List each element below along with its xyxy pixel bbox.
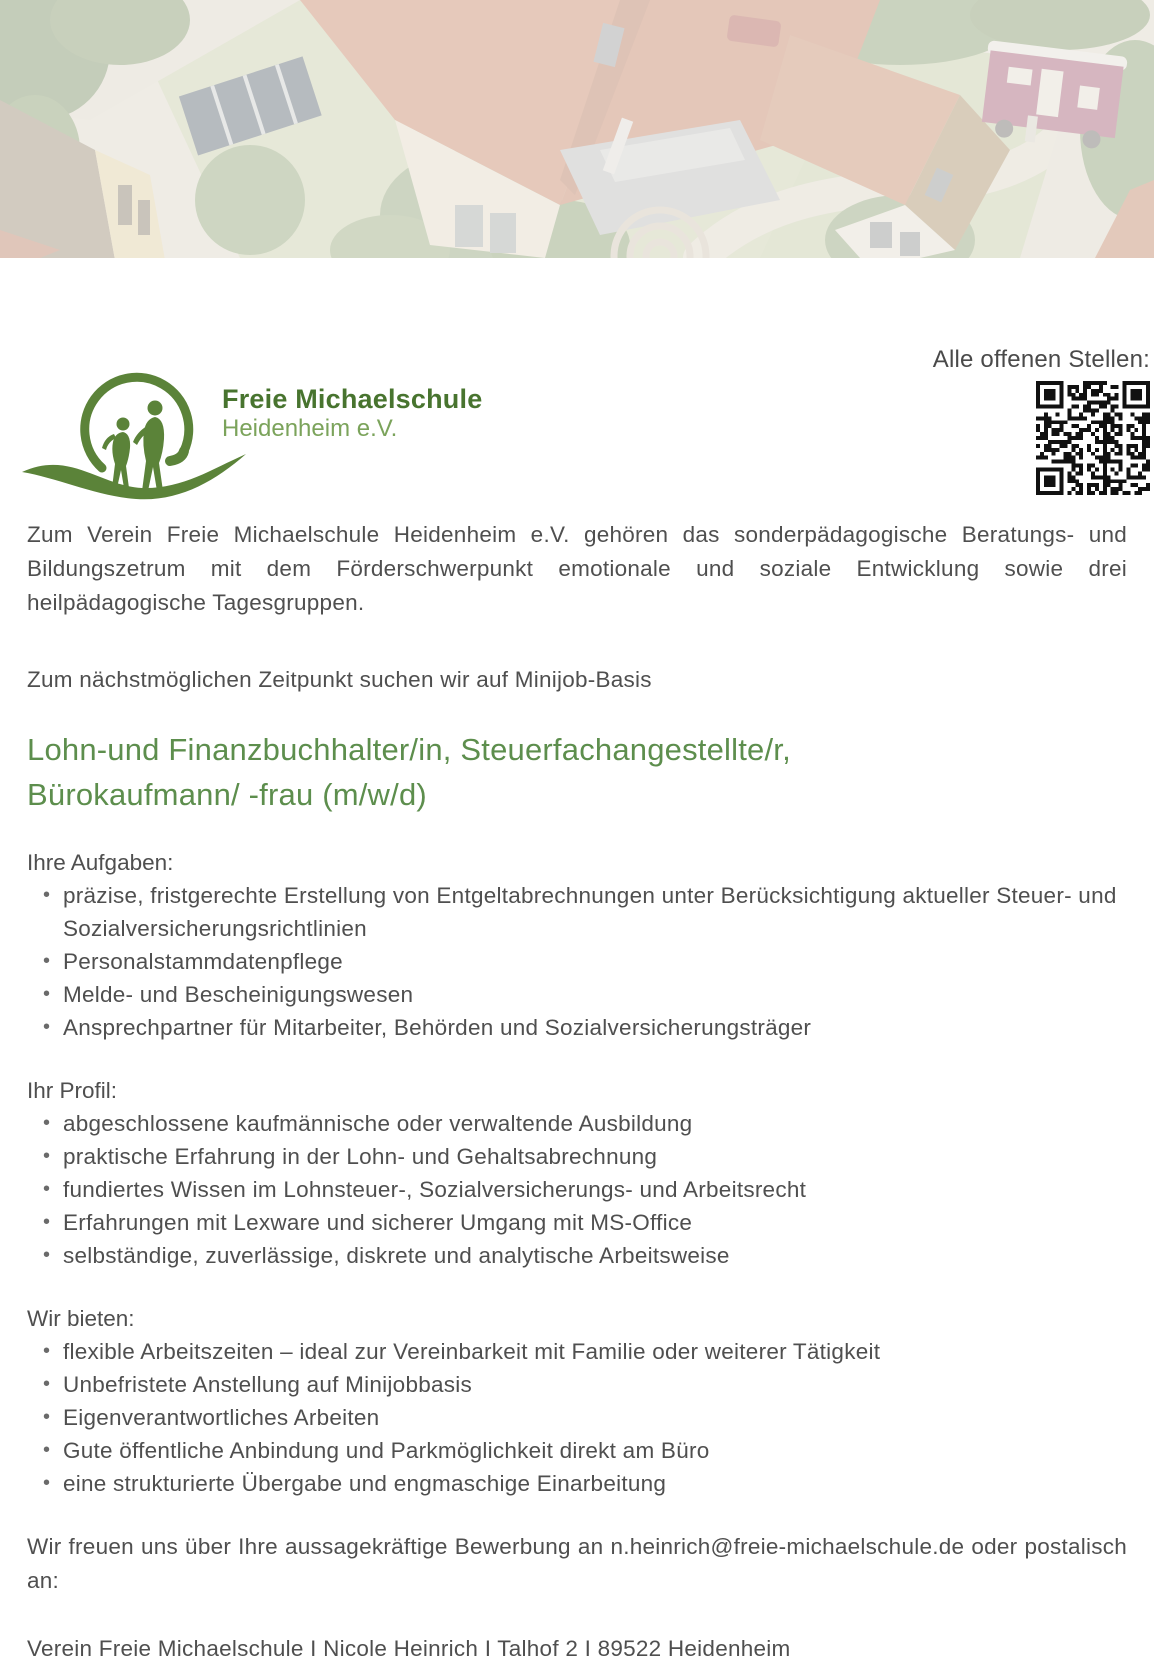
bullet-icon: • bbox=[43, 1145, 51, 1167]
closing-text-after: oder postalisch an: bbox=[27, 1534, 1128, 1593]
bullet-icon: • bbox=[43, 1244, 51, 1266]
list-item-text: eine strukturierte Übergabe und engmaschige Einarbeitung bbox=[63, 1471, 667, 1496]
list-item-text: Eigenverantwortliches Arbeiten bbox=[63, 1405, 380, 1430]
list-item-text: Erfahrungen mit Lexware und sicherer Umgang mit MS-Office bbox=[63, 1210, 693, 1235]
bullet-icon: • bbox=[43, 1439, 51, 1461]
list-item-text: praktische Erfahrung in der Lohn- und Gehaltsabrechnung bbox=[63, 1144, 658, 1169]
list-item bbox=[27, 1140, 1127, 1173]
closing-paragraph bbox=[27, 1530, 1127, 1598]
aerial-photo-illustration bbox=[0, 0, 1154, 258]
open-positions-label: Alle offenen Stellen: bbox=[932, 346, 1150, 373]
aufgaben-list bbox=[27, 879, 1127, 1044]
section-aufgaben bbox=[27, 846, 1127, 1044]
logo-title: Freie Michaelschule bbox=[222, 384, 483, 414]
timing-paragraph: Zum nächstmöglichen Zeitpunkt suchen wir auf Minijob-Basis bbox=[27, 667, 652, 692]
section-heading-bieten: Wir bieten: bbox=[27, 1306, 135, 1331]
bullet-icon: • bbox=[43, 884, 51, 906]
footer-address: Verein Freie Michaelschule I Nicole Heinrich I Talhof 2 I 89522 Heidenheim bbox=[27, 1636, 791, 1661]
flyer-body bbox=[0, 258, 1154, 1666]
bullet-icon: • bbox=[43, 950, 51, 972]
list-item-text: flexible Arbeitszeiten – ideal zur Vereinbarkeit mit Familie oder weiterer Tätigkeit bbox=[63, 1339, 881, 1364]
list-item bbox=[27, 1107, 1127, 1140]
logo-subtitle: Heidenheim e.V. bbox=[222, 415, 398, 442]
list-item bbox=[27, 1434, 1127, 1467]
profil-list bbox=[27, 1107, 1127, 1272]
list-item-text: Melde- und Bescheinigungswesen bbox=[63, 982, 414, 1007]
application-email-link[interactable]: n.heinrich@freie-michaelschule.de bbox=[610, 1534, 965, 1559]
header-aerial-photo bbox=[0, 0, 1154, 258]
logo-text bbox=[222, 384, 482, 444]
job-title-line2: Bürokaufmann/ -frau (m/w/d) bbox=[27, 777, 427, 812]
list-item bbox=[27, 1011, 1127, 1044]
top-row bbox=[27, 258, 1150, 506]
list-item bbox=[27, 1173, 1127, 1206]
bullet-icon: • bbox=[43, 1112, 51, 1134]
bullet-icon: • bbox=[43, 983, 51, 1005]
list-item-text: fundiertes Wissen im Lohnsteuer-, Sozialversicherungs- und Arbeitsrecht bbox=[63, 1177, 807, 1202]
list-item bbox=[27, 945, 1127, 978]
list-item bbox=[27, 1239, 1127, 1272]
job-title-line1: Lohn-und Finanzbuchhalter/in, Steuerfachangestellte/r, bbox=[27, 732, 791, 767]
bullet-icon: • bbox=[43, 1406, 51, 1428]
list-item bbox=[27, 1335, 1127, 1368]
bullet-icon: • bbox=[43, 1211, 51, 1233]
open-positions-block bbox=[933, 346, 1150, 500]
qr-code[interactable] bbox=[1036, 381, 1150, 495]
bullet-icon: • bbox=[43, 1016, 51, 1038]
bullet-icon: • bbox=[43, 1340, 51, 1362]
list-item bbox=[27, 1401, 1127, 1434]
bullet-icon: • bbox=[43, 1178, 51, 1200]
logo bbox=[18, 346, 482, 508]
intro-paragraph: Zum Verein Freie Michaelschule Heidenheim e.V. gehören das sonderpädagogische Beratungs- und Bildungszetrum mit dem Förderschwerpunkt emotionale und soziale Entwicklung sowie drei heilpädagogische Tagesgruppen. bbox=[27, 522, 1127, 615]
list-item bbox=[27, 879, 1127, 945]
closing-text-before: Wir freuen uns über Ihre aussagekräftige Bewerbung an bbox=[27, 1534, 611, 1559]
section-heading-aufgaben: Ihre Aufgaben: bbox=[27, 850, 174, 875]
michaelschule-logo-icon bbox=[18, 346, 250, 508]
list-item-text: Personalstammdatenpflege bbox=[63, 949, 343, 974]
list-item-text: abgeschlossene kaufmännische oder verwaltende Ausbildung bbox=[63, 1111, 693, 1136]
list-item bbox=[27, 1206, 1127, 1239]
list-item bbox=[27, 1467, 1127, 1500]
list-item-text: selbständige, zuverlässige, diskrete und analytische Arbeitsweise bbox=[63, 1243, 730, 1268]
section-bieten bbox=[27, 1302, 1127, 1500]
section-profil bbox=[27, 1074, 1127, 1272]
bieten-list bbox=[27, 1335, 1127, 1500]
list-item bbox=[27, 978, 1127, 1011]
list-item bbox=[27, 1368, 1127, 1401]
section-heading-profil: Ihr Profil: bbox=[27, 1078, 118, 1103]
bullet-icon: • bbox=[43, 1373, 51, 1395]
bullet-icon: • bbox=[43, 1472, 51, 1494]
list-item-text: präzise, fristgerechte Erstellung von Entgeltabrechnungen unter Berücksichtigung aktueller Steuer- und Sozialversicherungsrichtlinien bbox=[63, 883, 1117, 941]
list-item-text: Unbefristete Anstellung auf Minijobbasis bbox=[63, 1372, 472, 1397]
list-item-text: Ansprechpartner für Mitarbeiter, Behörden und Sozialversicherungsträger bbox=[63, 1015, 812, 1040]
job-title bbox=[27, 727, 1127, 817]
list-item-text: Gute öffentliche Anbindung und Parkmöglichkeit direkt am Büro bbox=[63, 1438, 710, 1463]
